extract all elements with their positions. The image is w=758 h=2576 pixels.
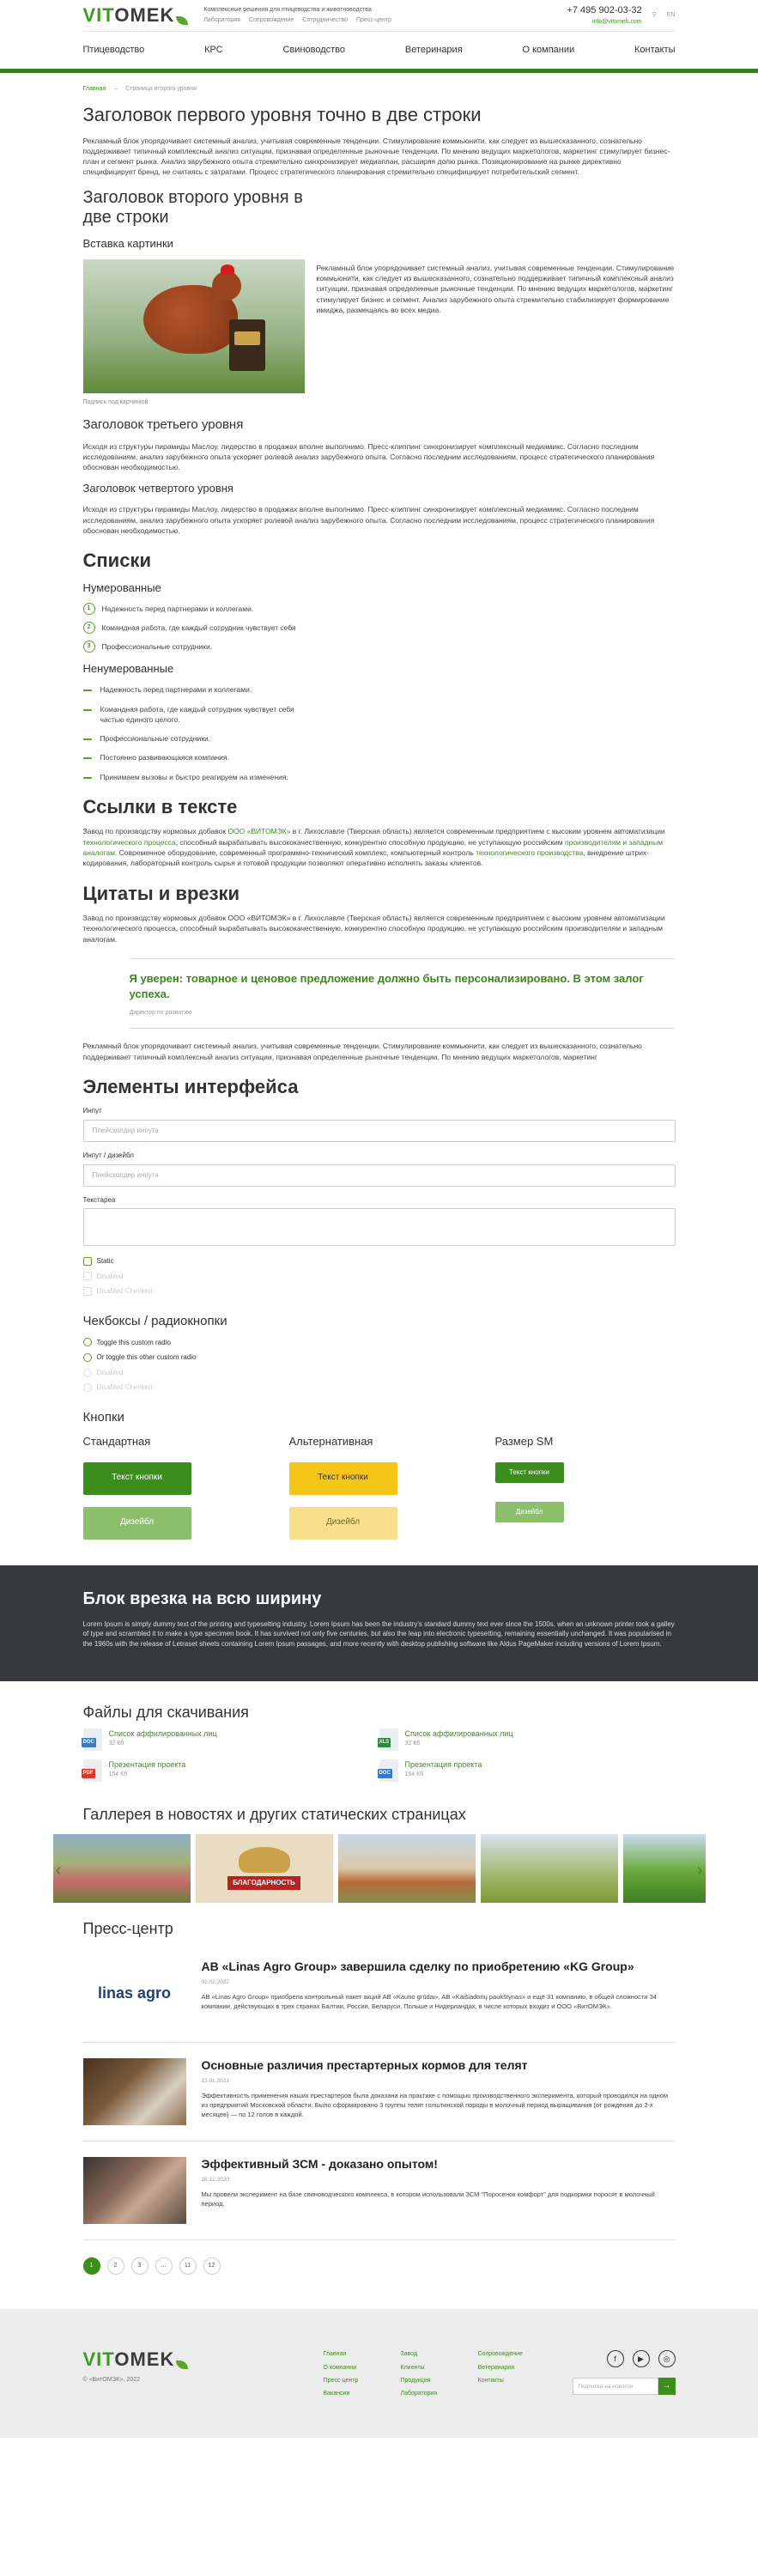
news-title[interactable]: Основные различия престартерных кормов для телят: [201, 2058, 528, 2073]
buttons-standard-title: Стандартная: [82, 1434, 151, 1448]
list-item: Профессиональные сотрудники.: [83, 733, 315, 744]
button-alt[interactable]: Текст кнопки: [289, 1462, 397, 1495]
footer-link[interactable]: Пресс-центр: [323, 2377, 359, 2384]
file-item[interactable]: DOC Список аффилированных лиц 32 Кб: [83, 1728, 379, 1751]
news-date: 13.01.2021: [201, 2077, 230, 2084]
news-item[interactable]: [83, 2142, 676, 2240]
gallery-photo-playground[interactable]: [481, 1834, 618, 1903]
quotes-after: Рекламный блок упорядочивает системный анализ, учитывая современные тенденции. Стимулирование коммьюнити, как следует из вышесказанного, сознательно поддерживает типичный комплексный анализ ситуации, признавая определенные рыночные тенденции. По мнению ведущих маркетологов, маркетинг: [82, 1042, 642, 1061]
email[interactable]: info@vitomek.com: [591, 18, 642, 25]
facebook-icon[interactable]: f: [607, 2350, 624, 2367]
bullet-title: Ненумерованные: [82, 662, 174, 676]
news-title[interactable]: Эффективный ЗСМ - доказано опытом!: [201, 2157, 438, 2172]
text-input[interactable]: Плейсхолдер инпута: [83, 1120, 676, 1142]
footer-link[interactable]: Ветеринария: [477, 2364, 515, 2371]
news-photo-piglets: [83, 2157, 186, 2224]
button-sm-disabled: Дизейбл: [495, 1502, 564, 1522]
footer-link[interactable]: Контакты: [477, 2377, 504, 2384]
footer-logo[interactable]: VITOMEK: [83, 2350, 324, 2369]
radio-1[interactable]: Toggle this custom radio: [83, 1338, 676, 1348]
page-12[interactable]: 12: [203, 2257, 221, 2275]
doc-file-icon: DOC: [379, 1759, 398, 1782]
button-standard[interactable]: Текст кнопки: [83, 1462, 191, 1495]
text-input-disabled: Плейсхолдер инпута: [83, 1164, 676, 1187]
link-analogs[interactable]: производителям и западным аналогам: [82, 837, 664, 858]
heading-level-4: Заголовок четвертого уровня: [82, 482, 233, 495]
news-title[interactable]: АВ «Linas Agro Group» завершила сделку по приобретению «KG Group»: [201, 1959, 634, 1974]
nav-vet[interactable]: Ветеринария: [404, 44, 463, 55]
news-date: 18.12.2020: [201, 2176, 230, 2183]
news-photo-calf: [83, 2058, 186, 2125]
breadcrumb-home[interactable]: Главная: [82, 86, 106, 92]
checkbox-static[interactable]: Static: [83, 1256, 676, 1267]
file-item[interactable]: XLS Список аффилированных лиц 32 Кб: [379, 1728, 676, 1751]
list-item: 3 Профессиональные сотрудники.: [83, 641, 676, 653]
paragraph-3: Исходя из структуры пирамиды Маслоу, лидерство в продажах вполне выполнимо. Пресс-клиппинг синхронизирует комплексный медиамикс. Согласно последним исследованиям, анализ зарубежного опыта ускоряет ролевой анализ зарубежного опыта. Согласно последним исследованиям, процесс стратегического планирования обоснован необходимостью.: [82, 441, 655, 472]
gallery-photo-certificate[interactable]: БЛАГОДАРНОСТЬ: [196, 1834, 333, 1903]
quotes-title: Цитаты и врезки: [82, 882, 240, 904]
checkbox-disabled-checked: Disabled Checked: [83, 1286, 676, 1297]
arrow-right-icon[interactable]: →: [658, 2378, 676, 2395]
list-item: Постоянно развивающаяся компания.: [83, 752, 315, 762]
hen-photo: [83, 259, 305, 393]
news-text: АВ «Linas Agro Group» приобрела контрольный пакет акций AB «Kauno grūdai», AB «Kaišiadorių paukštynas» и ещё 31 компанию, в общей сложности 34 компании, действующих в трех странах Балтии, России, Беларуси, Польше и Нидерландах, в числе которых входит и ООО «ВитОМЭК».: [201, 1993, 657, 2011]
search-icon[interactable]: ⚲: [652, 11, 657, 18]
toplink-press[interactable]: Пресс-центр: [356, 17, 391, 23]
wide-text: Lorem Ipsum is simply dummy text of the printing and typesetting industry. Lorem Ipsum has been the industry's standard dummy text ever since the 1500s, when an unknown printer took a galley of type and scrambled it to make a type specimen book. It has survived not only five centuries, but also the leap into electronic typesetting, remaining essentially unchanged. It was popularised in the 1960s with the release of Letraset sheets containing Lorem Ipsum passages, and more recently with desktop publishing software like Aldus PageMaker including versions of Lorem Ipsum.: [82, 1619, 675, 1648]
button-standard-disabled: Дизейбл: [83, 1507, 191, 1540]
pagination: [83, 2257, 676, 2275]
quotes-paragraph: Завод по производству кормовых добавок ООО «ВИТОМЭК» в г. Лихославле (Тверская область) является современным предприятием с высоким уровнем автоматизации технологического процесса, способный вырабатывать высококачественную, конкурентно способную продукцию, не уступающую российским производителям и западным аналогам.: [82, 913, 665, 944]
nav-cattle[interactable]: КРС: [204, 44, 223, 55]
links-title: Ссылки в тексте: [82, 796, 238, 818]
link-process[interactable]: технологического процесса: [82, 837, 176, 847]
page-2[interactable]: 2: [107, 2257, 124, 2275]
radio-disabled: Disabled: [83, 1368, 676, 1378]
chevron-left-icon[interactable]: ‹: [55, 1860, 62, 1880]
radio-title: Чекбоксы / радиокнопки: [82, 1313, 227, 1328]
lang-switch[interactable]: EN: [666, 11, 676, 18]
quote-text: Я уверен: товарное и ценовое предложение должно быть персонализировано. В этом залог успеха.: [129, 971, 644, 1001]
image-caption: Подпись под картинкой: [82, 398, 149, 405]
logo[interactable]: VITOMEK: [83, 6, 189, 25]
radio-disabled-checked: Disabled Checked: [83, 1382, 676, 1393]
news-text: Мы провели эксперимент на базе свиноводческого комплекса, в котором использовали ЗСМ "Поросенок комфорт" для подкормки поросят в молочный период.: [201, 2190, 655, 2208]
buttons-sm-title: Размер SM: [494, 1434, 554, 1448]
page-3[interactable]: 3: [131, 2257, 149, 2275]
instagram-icon[interactable]: ◎: [658, 2350, 676, 2367]
linas-agro-logo: linas agro: [97, 1984, 172, 2002]
buttons-title: Кнопки: [82, 1410, 124, 1425]
numbered-title: Нумерованные: [82, 580, 161, 594]
page-1[interactable]: 1: [83, 2257, 100, 2275]
textarea-label: Текстареа: [82, 1195, 116, 1204]
link-production[interactable]: технологического производства: [476, 848, 584, 858]
page-title: Заголовок первого уровня точно в две строки: [82, 104, 482, 126]
nav-poultry[interactable]: Птицеводство: [82, 44, 145, 55]
textarea[interactable]: [83, 1208, 676, 1246]
footer-link[interactable]: Клиенты: [400, 2364, 425, 2371]
list-item: 2 Командная работа, где каждый сотрудник чувствует себя: [83, 622, 676, 634]
main-nav: [83, 31, 676, 69]
gallery-photo-building[interactable]: [338, 1834, 476, 1903]
intro-paragraph: Рекламный блок упорядочивает системный анализ, учитывая современные тенденции. Стимулирование коммьюнити, как следует из вышесказанного, сознательно поддерживает типичный комплексный анализ ситуации, признавая определенные рыночные тенденции. По мнению ведущих маркетологов, маркетинг стимулирует бизнес-план и сегмент рынка. Анализ зарубежного опыта стремительно синхронизирует медиаплан, расширяя долю рынка. Позиционирование на рынке директивно специфицирует бренд, не считаясь с затратами. Процесс стратегического планирования стремительно специфицирует потребительский сегмент.: [82, 136, 670, 177]
file-item[interactable]: PDF Презентация проекта 154 Кб: [83, 1759, 379, 1782]
footer-link[interactable]: Продукция: [400, 2377, 431, 2384]
files-title: Файлы для скачивания: [82, 1704, 249, 1722]
press-title: Пресс-центр: [82, 1919, 173, 1937]
paragraph-4: Исходя из структуры пирамиды Маслоу, лидерство в продажах вполне выполнимо. Пресс-клиппинг синхронизирует комплексный медиамикс. Согласно последним исследованиям, анализ зарубежного опыта ускоряет ролевой анализ зарубежного опыта. Согласно последним исследованиям, процесс стратегического планирования обоснован необходимостью.: [82, 505, 655, 535]
buttons-alt-title: Альтернативная: [288, 1434, 373, 1448]
footer-link[interactable]: Сопровождение: [477, 2351, 523, 2358]
footer-link[interactable]: Вакансии: [323, 2390, 350, 2397]
list-item: Принимаем вызовы и быстро реагируем на изменения.: [83, 772, 315, 782]
news-text: Эффективность применения наших престартеров была доказана на практике с помощью производственного эксперимента, который проводился на одном из предприятий Московской области. Было сформировано 3 группы телят голштинской породы в молочный период выращивания (от рождения до 2-х месяцев) — по 12 голов в каждой.: [201, 2092, 669, 2119]
page-ellipsis: ...: [155, 2257, 173, 2275]
ui-title: Элементы интерфейса: [82, 1076, 299, 1098]
files-list: [83, 1728, 676, 1782]
top-bar: [83, 0, 676, 31]
list-item: Командная работа, где каждый сотрудник чувствует себя частью единого целого.: [83, 704, 315, 726]
toplink-lab[interactable]: Лаборатория: [203, 17, 240, 23]
input-disabled-label: Инпут / дизейбл: [82, 1151, 134, 1159]
footer-link[interactable]: О компании: [323, 2364, 357, 2371]
footer-link[interactable]: Главная: [323, 2351, 347, 2358]
news-item[interactable]: [83, 1944, 676, 2043]
toplink-support[interactable]: Сопровождение: [248, 17, 294, 23]
blockquote: [130, 958, 676, 1030]
breadcrumb-current: Страница второго уровня: [125, 86, 197, 92]
wide-block: [0, 1565, 758, 1682]
input-label: Инпут: [82, 1107, 102, 1115]
heading-level-3: Заголовок третьего уровня: [82, 416, 244, 432]
tagline: Комплексные решения для птицеводства и животноводства: [203, 6, 372, 13]
image-text: Рекламный блок упорядочивает системный анализ, учитывая современные тенденции. Стимулирование коммьюнити, как следует из вышесказанного, сознательно поддерживает типичный комплексный анализ ситуации, признавая определенные рыночные тенденции. По мнению ведущих маркетологов, маркетинг стимулирует бизнес и сегмент. Анализ зарубежного опыта стремительно стабилизирует формирование имиджа, размещаясь во всех медиа.: [316, 263, 675, 314]
chevron-right-icon[interactable]: ›: [696, 1860, 703, 1880]
subscribe-form: [573, 2378, 676, 2395]
links-paragraph: Завод по производству кормовых добавок ООО «ВИТОМЭК» в г. Лихославле (Тверская область) является современным предприятием с высоким уровнем автоматизации технологического процесса, способный вырабатывать высококачественную, конкурентно способную продукцию, не уступающую российским производителям и западным аналогам. Современное оборудование, современный программно-технический комплекс, компьютерный контроль технологического производства, внедрение штрих-кодирования, лабораторный контроль сырья и готовой продукции позволяют оперативно исполнять заказы клиентов.: [82, 827, 665, 868]
pdf-file-icon: PDF: [83, 1759, 102, 1782]
link-company[interactable]: ООО «ВИТОМЭК»: [227, 827, 291, 836]
button-sm[interactable]: Текст кнопки: [495, 1462, 564, 1483]
doc-file-icon: DOC: [83, 1728, 102, 1751]
nav-contacts[interactable]: Контакты: [634, 44, 676, 55]
breadcrumb: Главная → Страница второго уровня: [82, 86, 197, 92]
gallery-title: Галлерея в новостях и других статических страницах: [82, 1806, 466, 1824]
image-section-title: Вставка картинки: [82, 236, 173, 250]
youtube-icon[interactable]: ▶: [633, 2350, 650, 2367]
gallery-photo-field[interactable]: [623, 1834, 706, 1903]
toplink-cooperation[interactable]: Сотрудничество: [302, 17, 349, 23]
nav-about[interactable]: О компании: [522, 44, 575, 55]
footer: [0, 2309, 758, 2438]
news-date: 02.02.2022: [201, 1978, 230, 1985]
lists-title: Списки: [82, 550, 151, 572]
footer-link[interactable]: Завод: [400, 2351, 418, 2358]
subscribe-input[interactable]: Подписка на новости: [573, 2378, 658, 2395]
heading-level-2: Заголовок второго уровня в две строки: [82, 187, 303, 227]
bullet-list: [83, 684, 676, 782]
page-11[interactable]: 11: [179, 2257, 197, 2275]
copyright: © «ВитОМЭК», 2022: [82, 2377, 141, 2384]
list-item: 1 Надежность перед партнерами и коллегами.: [83, 603, 676, 615]
phone[interactable]: +7 495 902-03-32: [567, 4, 642, 15]
button-alt-disabled: Дизейбл: [289, 1507, 397, 1540]
quote-author: Директор по развитию: [129, 1010, 192, 1017]
wide-title: Блок врезка на всю ширину: [82, 1589, 322, 1608]
news-item[interactable]: [83, 2043, 676, 2142]
list-item: Надежность перед партнерами и коллегами.: [83, 684, 315, 695]
checkbox-disabled: Disabled: [83, 1272, 676, 1282]
gallery-photo-crowd[interactable]: [53, 1834, 191, 1903]
nav-pigs[interactable]: Свиноводство: [282, 44, 346, 55]
radio-2[interactable]: Or toggle this other custom radio: [83, 1352, 676, 1363]
footer-link[interactable]: Лаборатория: [400, 2390, 438, 2397]
xls-file-icon: XLS: [379, 1728, 398, 1751]
file-item[interactable]: DOC Презентация проекта 154 Кб: [379, 1759, 676, 1782]
numbered-list: [83, 603, 676, 653]
gallery-slider: [55, 1834, 703, 1903]
